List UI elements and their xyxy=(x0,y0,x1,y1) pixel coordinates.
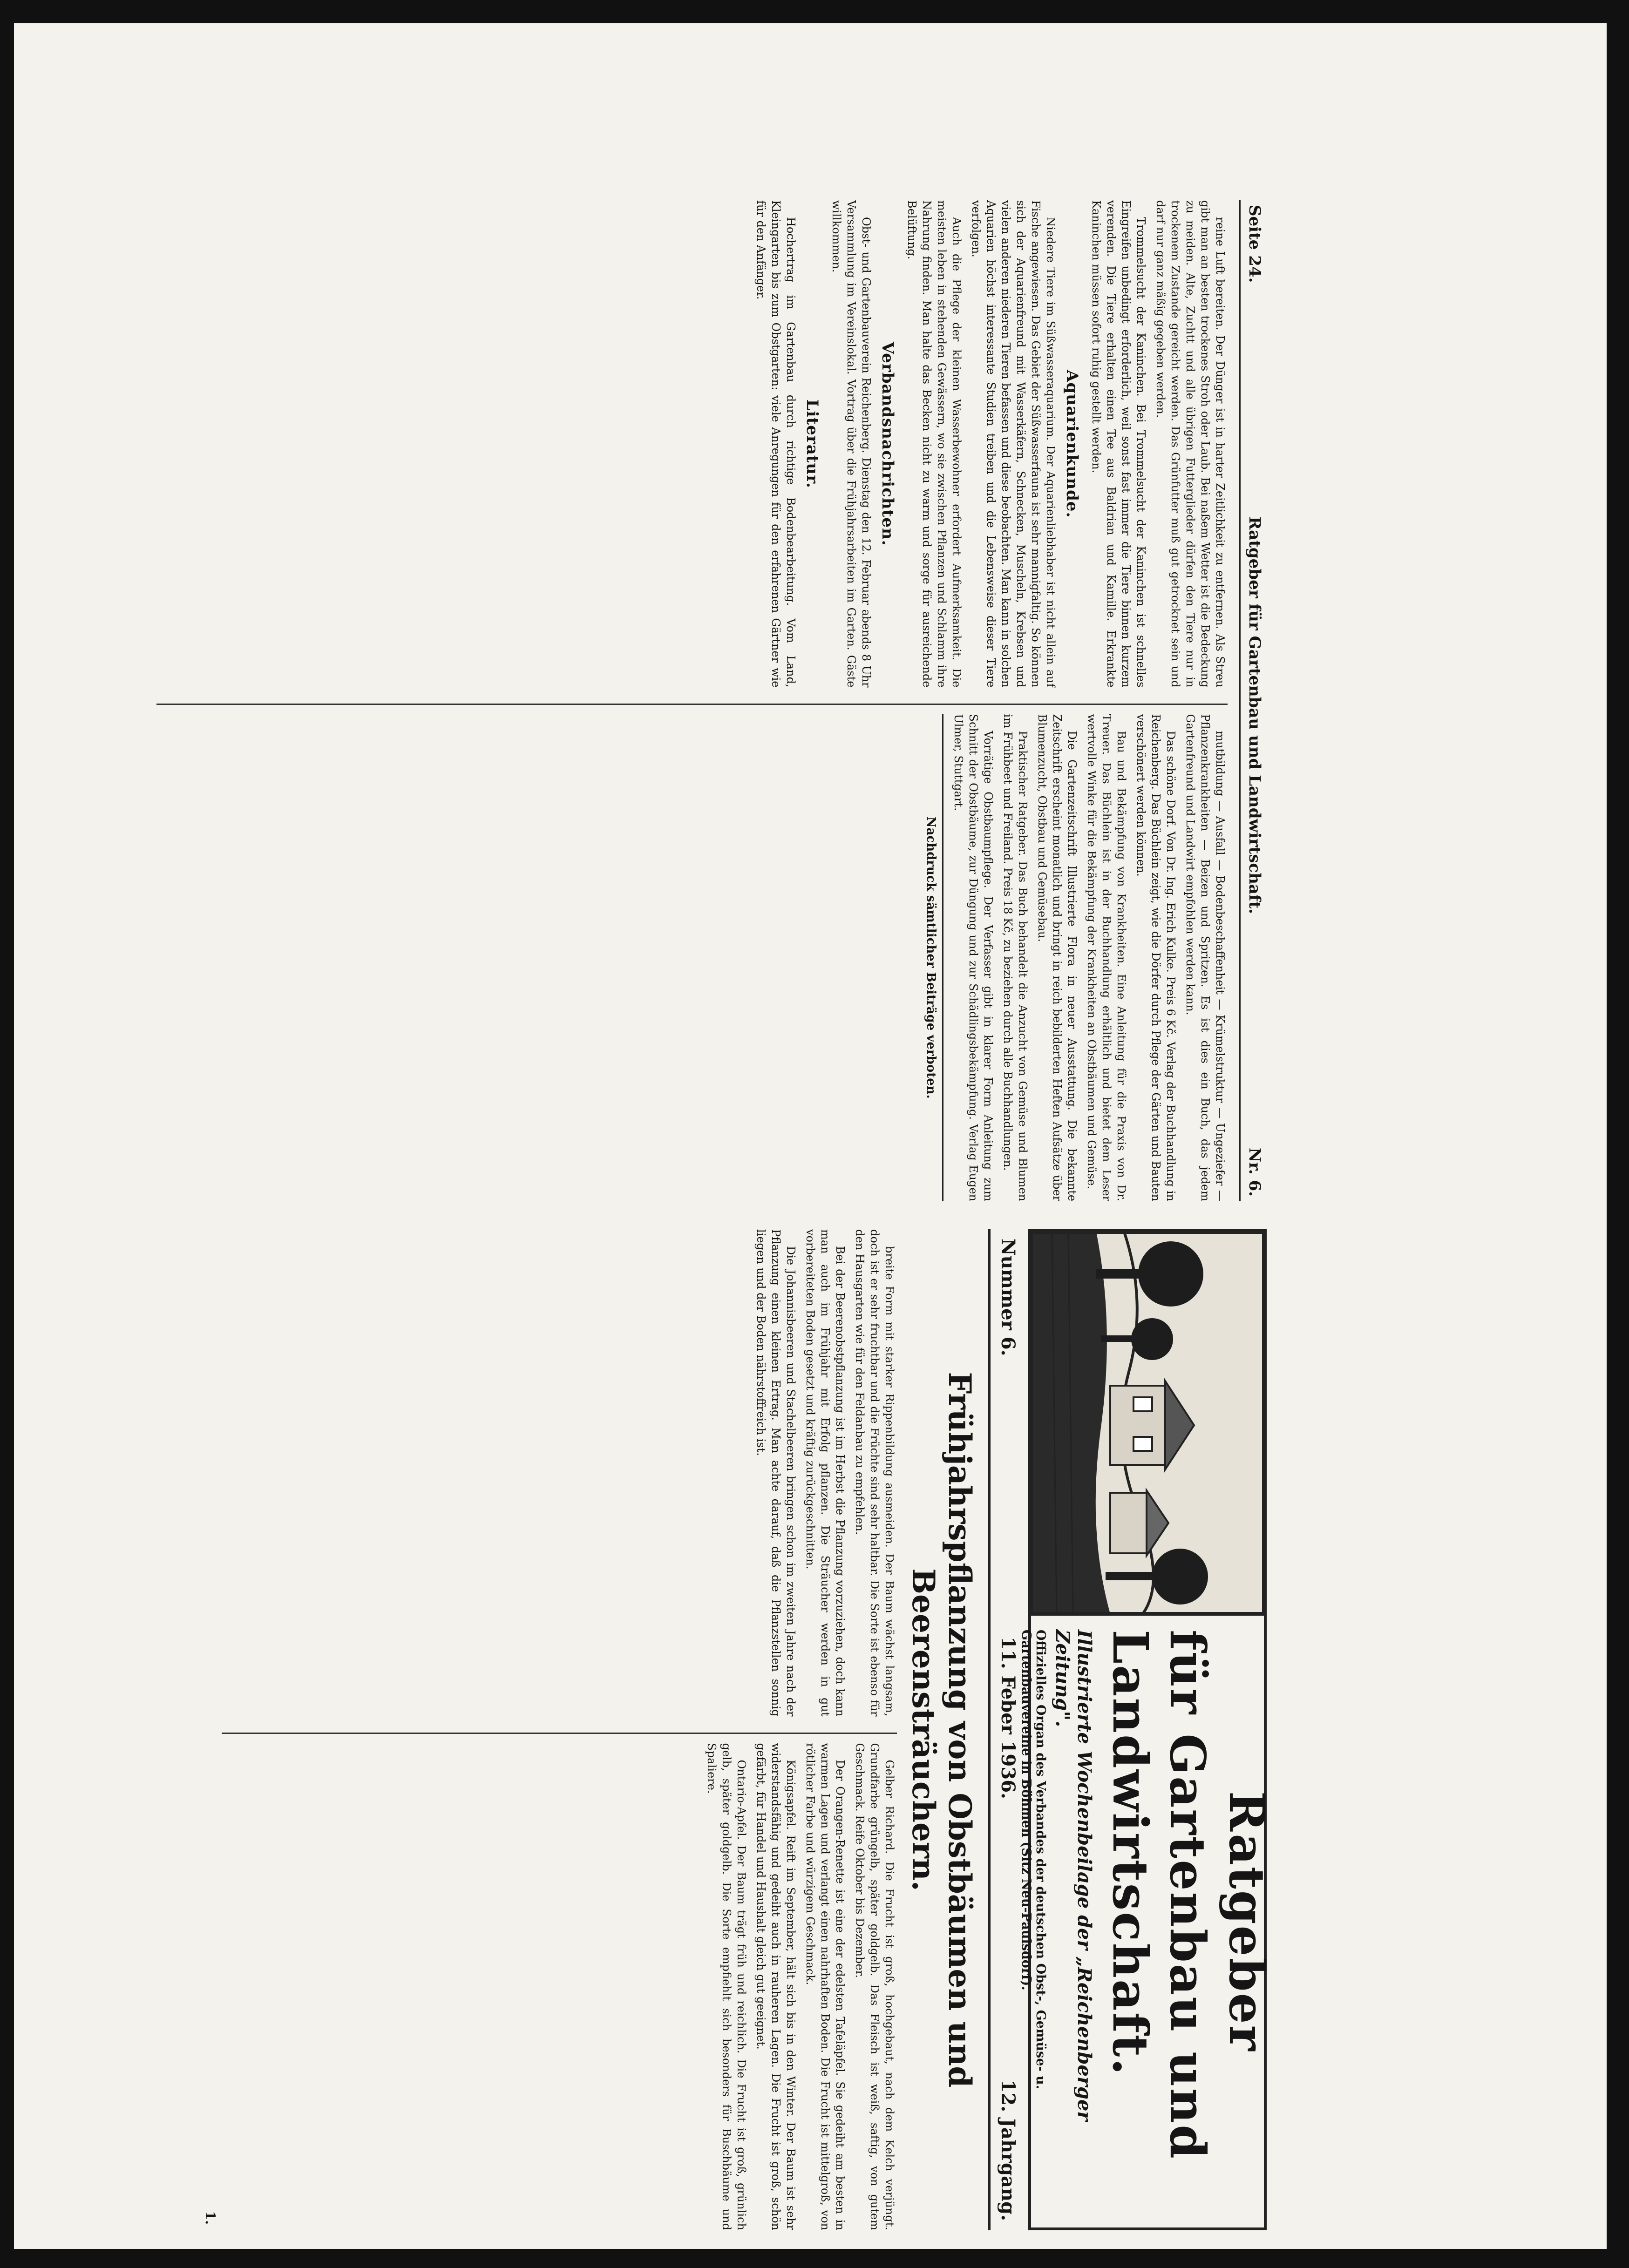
running-header xyxy=(1239,200,1267,1201)
issue-number-label: Nr. 6. xyxy=(1245,1147,1264,1197)
front-page-columns xyxy=(222,1229,897,2230)
column-right xyxy=(222,1733,897,2231)
volume-year: 12. Jahrgang. xyxy=(997,2079,1019,2221)
issue-number: Nummer 6. xyxy=(997,1239,1019,1356)
paragraph: Praktischer Ratgeber. Das Buch behandelt die Anzucht von Gemüse und Blumen im Frühbeet und Freiland. Preis 18 Kč, zu beziehen durch alle Buchhandlungen. xyxy=(1001,714,1029,1201)
section-heading-literature: Literatur. xyxy=(803,399,821,488)
issue-date: 11. Feber 1936. xyxy=(997,1637,1019,1799)
page-mark: 1. xyxy=(203,2211,218,2225)
article-headline: Frühjahrspflanzung von Obstbäumen und Beerensträuchern. xyxy=(905,1372,978,2088)
section-heading-aquarium: Aquarienkunde. xyxy=(1063,370,1081,518)
paragraph: Trommelsucht der Kaninchen. Bei Trommelsucht der Kaninchen ist schnelles Eingreifen unbedingt erforderlich, weil sonst fast immer die Tiere binnen kurzem verenden. Die Tiere erhalten einen Tee aus Baldrian und Kamille. Erkrankte Kaninchen müssen sofort ruhig gestellt werden. xyxy=(1090,200,1147,688)
scanned-sheet xyxy=(14,23,1607,2249)
page-24-columns xyxy=(156,200,1228,1201)
page-24 xyxy=(88,200,1267,1201)
column-right xyxy=(156,704,1228,1202)
paragraph: mutbildung — Ausfall — Bodenbeschaffenheit — Krümelstruktur — Ungeziefer — Pflanzenkrankheiten — Beizen und Spritzen. Es ist dies ein Buch, das jedem Gartenfreund und Landwirt empfohlen werden kann. xyxy=(1184,714,1227,1201)
page-number-label: Seite 24. xyxy=(1245,205,1264,283)
paragraph: breite Form mit starker Rippenbildung ausmeiden. Der Baum wächst langsam, doch ist er sehr fruchtbar und die Früchte sind sehr haltbar. Die Sorte ist ebenso für den Hausgarten wie für den Feldanbau zu empfehlen. xyxy=(853,1229,896,1717)
paragraph: Auch die Pflege der kleinen Wasserbewohner erfordert Aufmerksamkeit. Die meisten leben in stehenden Gewässern, wo sie zwischen Pflanzen und Schlamm ihre Nahrung finden. Man halte das Becken nicht zu warm und sorge für ausreichende Belüftung. xyxy=(905,200,963,688)
paragraph: Hochertrag im Gartenbau durch richtige Bodenbearbeitung. Vom Land, Kleingarten bis zum Obstgarten: viele Anregungen für den erfahrenen Gärtner wie für den Anfänger. xyxy=(754,200,797,688)
newspaper-title-line-2: für Gartenbau und Landwirtschaft. xyxy=(1102,1630,1217,2160)
column-left xyxy=(222,1229,897,1717)
paragraph: Vorrätige Obstbaumpflege. Der Verfasser gibt in klarer Form Anleitung zum Schnitt der Obstbäume, zur Düngung und zur Schädlingsbekämpfung. Verlag Eugen Ulmer, Stuttgart. xyxy=(952,714,995,1201)
paragraph: Bau und Bekämpfung von Krankheiten. Eine Anleitung für die Praxis von Dr. Treuer. Das Büchlein ist in der Buchhandlung erhältlich und bietet dem Leser wertvolle Winke für die Bekämpfung der Krankheiten an Obstbäumen und Gemüse. xyxy=(1085,714,1128,1201)
newspaper-subtitle: Illustrierte Wochenbeilage der „Reichenberger Zeitung". xyxy=(1052,1630,1096,2121)
paragraph: Die Johannisbeeren und Stachelbeeren bringen schon im zweiten Jahre nach der Pflanzung einen kleinen Ertrag. Man achte darauf, daß die Pflanzstellen sonnig liegen und der Boden nährstoffreich ist. xyxy=(754,1229,797,1717)
garden-scene-icon xyxy=(1031,1232,1264,1614)
column-left xyxy=(156,200,1228,688)
woodcut-illustration xyxy=(1031,1232,1264,1616)
paragraph: reine Luft bereiten. Der Dünger ist in harter Zeitlichkeit zu entfernen. Als Streu gibt man an besten trockenes Stroh oder Laub. Bei naßem Wetter ist die Bedeckung zu meiden. Alte, Zuchtt und alle übrigen Futterglieder dürfen den Tiere nur in trockenem Zustande gereicht werden. Das Grünfutter muß gut getrocknet sein und darf nur ganz mäßig gegeben werden. xyxy=(1154,200,1227,688)
paragraph: Königsapfel. Reift im September, hält sich bis in den Winter. Der Baum ist sehr widerstandsfähig und gedeiht auch in rauheren Lagen. Die Frucht ist groß, schön gefärbt, für Handel und Haushalt gleich gut geeignet. xyxy=(754,1743,797,2230)
reprint-notice: Nachdruck sämtlicher Beiträge verboten. xyxy=(923,714,943,1202)
newspaper-title: Ratgeber xyxy=(1218,1791,1276,2052)
front-page xyxy=(88,1229,1276,2230)
paragraph: Niedere Tiere im Süßwasseraquarium. Der Aquarienliebhaber ist nicht allein auf Fische angewiesen. Das Gebiet der Süßwasserfauna ist sehr mannigfaltig. So können sich der Aquarienfreund mit Wasserkäfern, Schnecken, Muscheln, Krebsen und vielen anderen niederen Tieren befassen und diese beobachten. Man kann in solchen Aquarien höchst interessante Studien treiben und die Lebensweise dieser Tiere verfolgen. xyxy=(970,200,1057,688)
paragraph: Bei der Beerenobstpflanzung ist im Herbst die Pflanzung vorzuziehen, doch kann man auch im Frühjahr mit Erfolg pflanzen. Die Sträucher werden in gut vorbereiteten Boden gesetzt und kräftig zurückgeschnitten. xyxy=(804,1229,847,1717)
paragraph: Ontario-Apfel. Der Baum trägt früh und reichlich. Die Frucht ist groß, grünlich gelb, später goldgelb. Die Sorte empfiehlt sich besonders für Buschbäume und Spaliere. xyxy=(705,1743,748,2230)
masthead xyxy=(1019,1229,1276,2230)
paragraph: Die Gartenzeitschrift Illustrierte Flora in neuer Ausstattung. Die bekannte Zeitschrift erscheint monatlich und bringt in reich bebilderten Heften Aufsätze über Blumenzucht, Obstbau und Gemüsebau. xyxy=(1036,714,1079,1201)
paragraph: Der Orangen-Renette ist eine der edelsten Tafeläpfel. Sie gedeiht am besten in warmen Lagen und verlangt einen nahrhaften Boden. Die Frucht ist mittelgroß, von rötlicher Farbe und würzigem Geschmack. xyxy=(804,1743,847,2230)
paragraph: Das schöne Dorf. Von Dr. Ing. Erich Kulke. Preis 6 Kč. Verlag der Buchhandlung in Reichenberg. Das Büchlein zeigt, wie die Dörfer durch Pflege der Gärten und Bauten verschönert werden können. xyxy=(1134,714,1177,1201)
section-heading-association: Verbandsnachrichten. xyxy=(878,341,897,546)
masthead-text xyxy=(1019,1616,1276,2227)
paragraph: Obst- und Gartenbauverein Reichenberg. Dienstag den 12. Februar abends 8 Uhr Versammlung im Vereinslokal. Vortrag über die Frühjahrsarbeiten im Garten. Gäste willkommen. xyxy=(830,200,873,688)
organ-line: Offizielles Organ des Verbandes der deutschen Obst-, Gemüse- u. Gartenbauvereine in Böhmen (Sitz Neu-Paulsdorf). xyxy=(1019,1630,1048,2090)
paragraph: Gelber Richard. Die Frucht ist groß, hochgebaut, nach dem Kelch verjüngt. Grundfarbe grüngelb, später goldgelb. Das Fleisch ist weiß, saftig, von gutem Geschmack. Reife Oktober bis Dezember. xyxy=(853,1743,896,2230)
running-title: Ratgeber für Gartenbau und Landwirtschaft. xyxy=(1245,516,1264,914)
